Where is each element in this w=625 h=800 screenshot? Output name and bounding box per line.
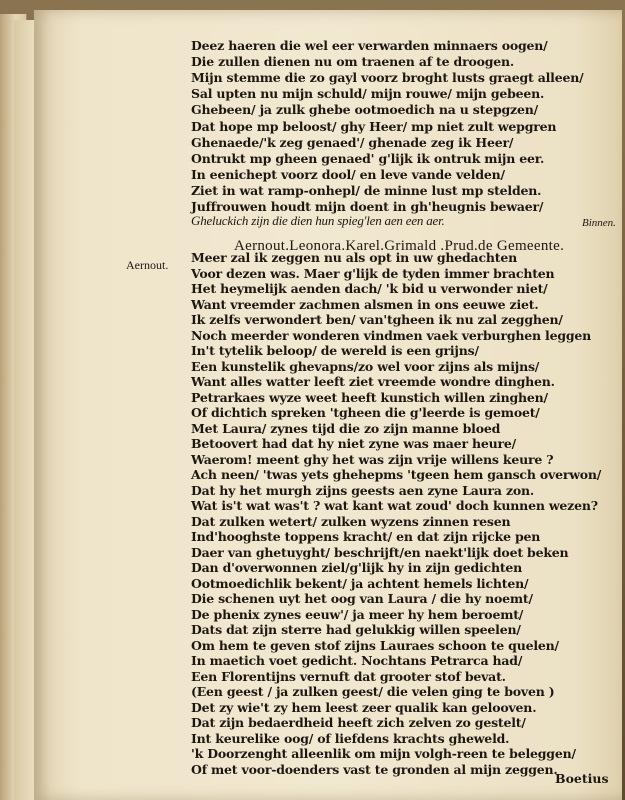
verse-line: In't tytelik beloop/ de wereld is een grijns/ <box>191 343 479 358</box>
verse-line: Noch meerder wonderen vindmen vaek verburghen leggen <box>191 327 592 343</box>
verse-line: In maetich voet gedicht. Nochtans Petrarca had/ <box>191 653 523 668</box>
verse-line: Petrarkaes wyze weet heeft kunstich willen zinghen/ <box>191 389 548 405</box>
verse-line: Het heymelijk aenden dach/ 'k bid u verwonder niet/ <box>191 281 548 296</box>
verse-line: Met Laura/ zynes tijd die zo zijn manne bloed <box>191 420 501 436</box>
verse-line: Of met voor-doenders vast te gronden al mijn zeggen. <box>191 761 558 777</box>
verse-line: Deez haeren die wel eer verwarden minnaers oogen/ <box>191 38 548 53</box>
verse-line: Int keurelike oog/ of liefdens krachts gheweld. <box>191 730 510 746</box>
verse-line: Sal upten nu mijn schuld/ mijn rouwe/ mijn gebeen. <box>191 86 545 102</box>
verse-line: Dat hope mp beloost/ ghy Heer/ mp niet zult wepgren <box>191 118 557 134</box>
speaker-name: Aernout. <box>126 258 169 272</box>
verse-line: Of dichtich spreken 'tgheen die g'leerde is gemoet/ <box>191 405 540 420</box>
catchword: Boetius <box>555 771 609 786</box>
verse-line: Waerom! meent ghy het was zijn vrije willens keure ? <box>191 451 554 467</box>
stage-direction: Binnen. <box>582 217 616 229</box>
verse-line: De phenix zynes eeuw'/ ja meer hy hem beroemt/ <box>191 606 524 622</box>
verse-line: Dan d'overwonnen ziel/g'lijk hy in zijn gedichten <box>191 560 523 575</box>
verse-line: Ghenaede/'k zeg genaed'/ ghenade zeg ik Heer/ <box>191 134 514 150</box>
verse-line: Ootmoedichlik bekent/ ja achtent hemels lichten/ <box>191 575 529 591</box>
verse-line: Betoovert had dat hy niet zyne was maer heure/ <box>191 436 517 451</box>
verse-line: Die schenen uyt het oog van Laura / die hy noemt/ <box>191 591 533 606</box>
verse-line: Die zullen dienen nu om traenen af te droogen. <box>191 54 515 70</box>
verse-line: Want vreemder zachmen alsmen in ons eeuwe ziet. <box>191 296 539 312</box>
verse-line: Dat zulken wetert/ zulken wyzens zinnen resen <box>191 513 511 529</box>
verse-line: Voor dezen was. Maer g'lijk de tyden immer brachten <box>191 265 555 281</box>
verse-line: Juffrouwen houdt mijn doent in gh'heugnis bewaer/ <box>191 199 544 214</box>
verse-line: Ind'hooghste toppens kracht/ en dat zijn rijcke pen <box>191 529 541 544</box>
verse-line: Dat hy het murgh zijns geests aen zyne Laura zon. <box>191 482 535 498</box>
verse-line: Een kunstelik ghevapns/zo wel voor zijns als mijns/ <box>191 358 540 374</box>
verse-line: Ach neen/ 'twas yets ghehepms 'tgeen hem gansch overwon/ <box>191 467 602 482</box>
verse-line: Det zy wie't zy hem leest zeer qualik kan gelooven. <box>191 699 537 715</box>
verse-line: Daer van ghetuyght/ beschrijft/en naekt'lijk doet beken <box>191 544 569 560</box>
verse-line: Meer zal ik zeggen nu als opt in uw ghedachten <box>191 250 517 265</box>
verse-line: Want alles watter leeft ziet vreemde wondre dinghen. <box>191 374 555 389</box>
verse-line: Een Florentijns vernuft dat grooter stof bevat. <box>191 668 506 684</box>
verse-line: Dat zijn bedaerdheid heeft zich zelven zo gestelt/ <box>191 715 526 730</box>
verse-line: Mijn stemme die zo gayl voorz broght lusts graegt alleen/ <box>191 70 584 86</box>
verse-line: Dats dat zijn sterre had gelukkig willen speelen/ <box>191 622 521 637</box>
verse-line: Ontrukt mp gheen genaed' g'lijk ik ontruk mijn eer. <box>191 150 545 166</box>
book-page <box>34 10 622 800</box>
verse-line: Ik zelfs verwondert ben/ van'tgheen ik nu zal zegghen/ <box>191 312 563 327</box>
italic-verse-line: Gheluckich zijn die dien hun spieg'len aen een aer. <box>191 213 445 228</box>
cast-list: Aernout.Leonora.Karel.Grimald .Prud.de Gemeente. <box>234 238 565 254</box>
verse-line: 'k Doorzenght alleenlik om mijn volgh-reen te beleggen/ <box>191 746 576 761</box>
verse-line: Ghebeen/ ja zulk ghebe ootmoedich na u stepgzen/ <box>191 102 538 118</box>
verse-line: Ziet in wat ramp-onhepl/ de minne lust mp stelden. <box>191 182 542 198</box>
verse-line: (Een geest / ja zulken geest/ die velen ging te boven ) <box>191 684 555 699</box>
verse-line: In eenichept voorz dool/ en leve vande velden/ <box>191 166 505 182</box>
verse-line: Wat is't wat was't ? wat kant wat zoud' doch kunnen wezen? <box>191 498 598 513</box>
verse-line: Om hem te geven stof zijns Lauraes schoon te quelen/ <box>191 637 559 653</box>
